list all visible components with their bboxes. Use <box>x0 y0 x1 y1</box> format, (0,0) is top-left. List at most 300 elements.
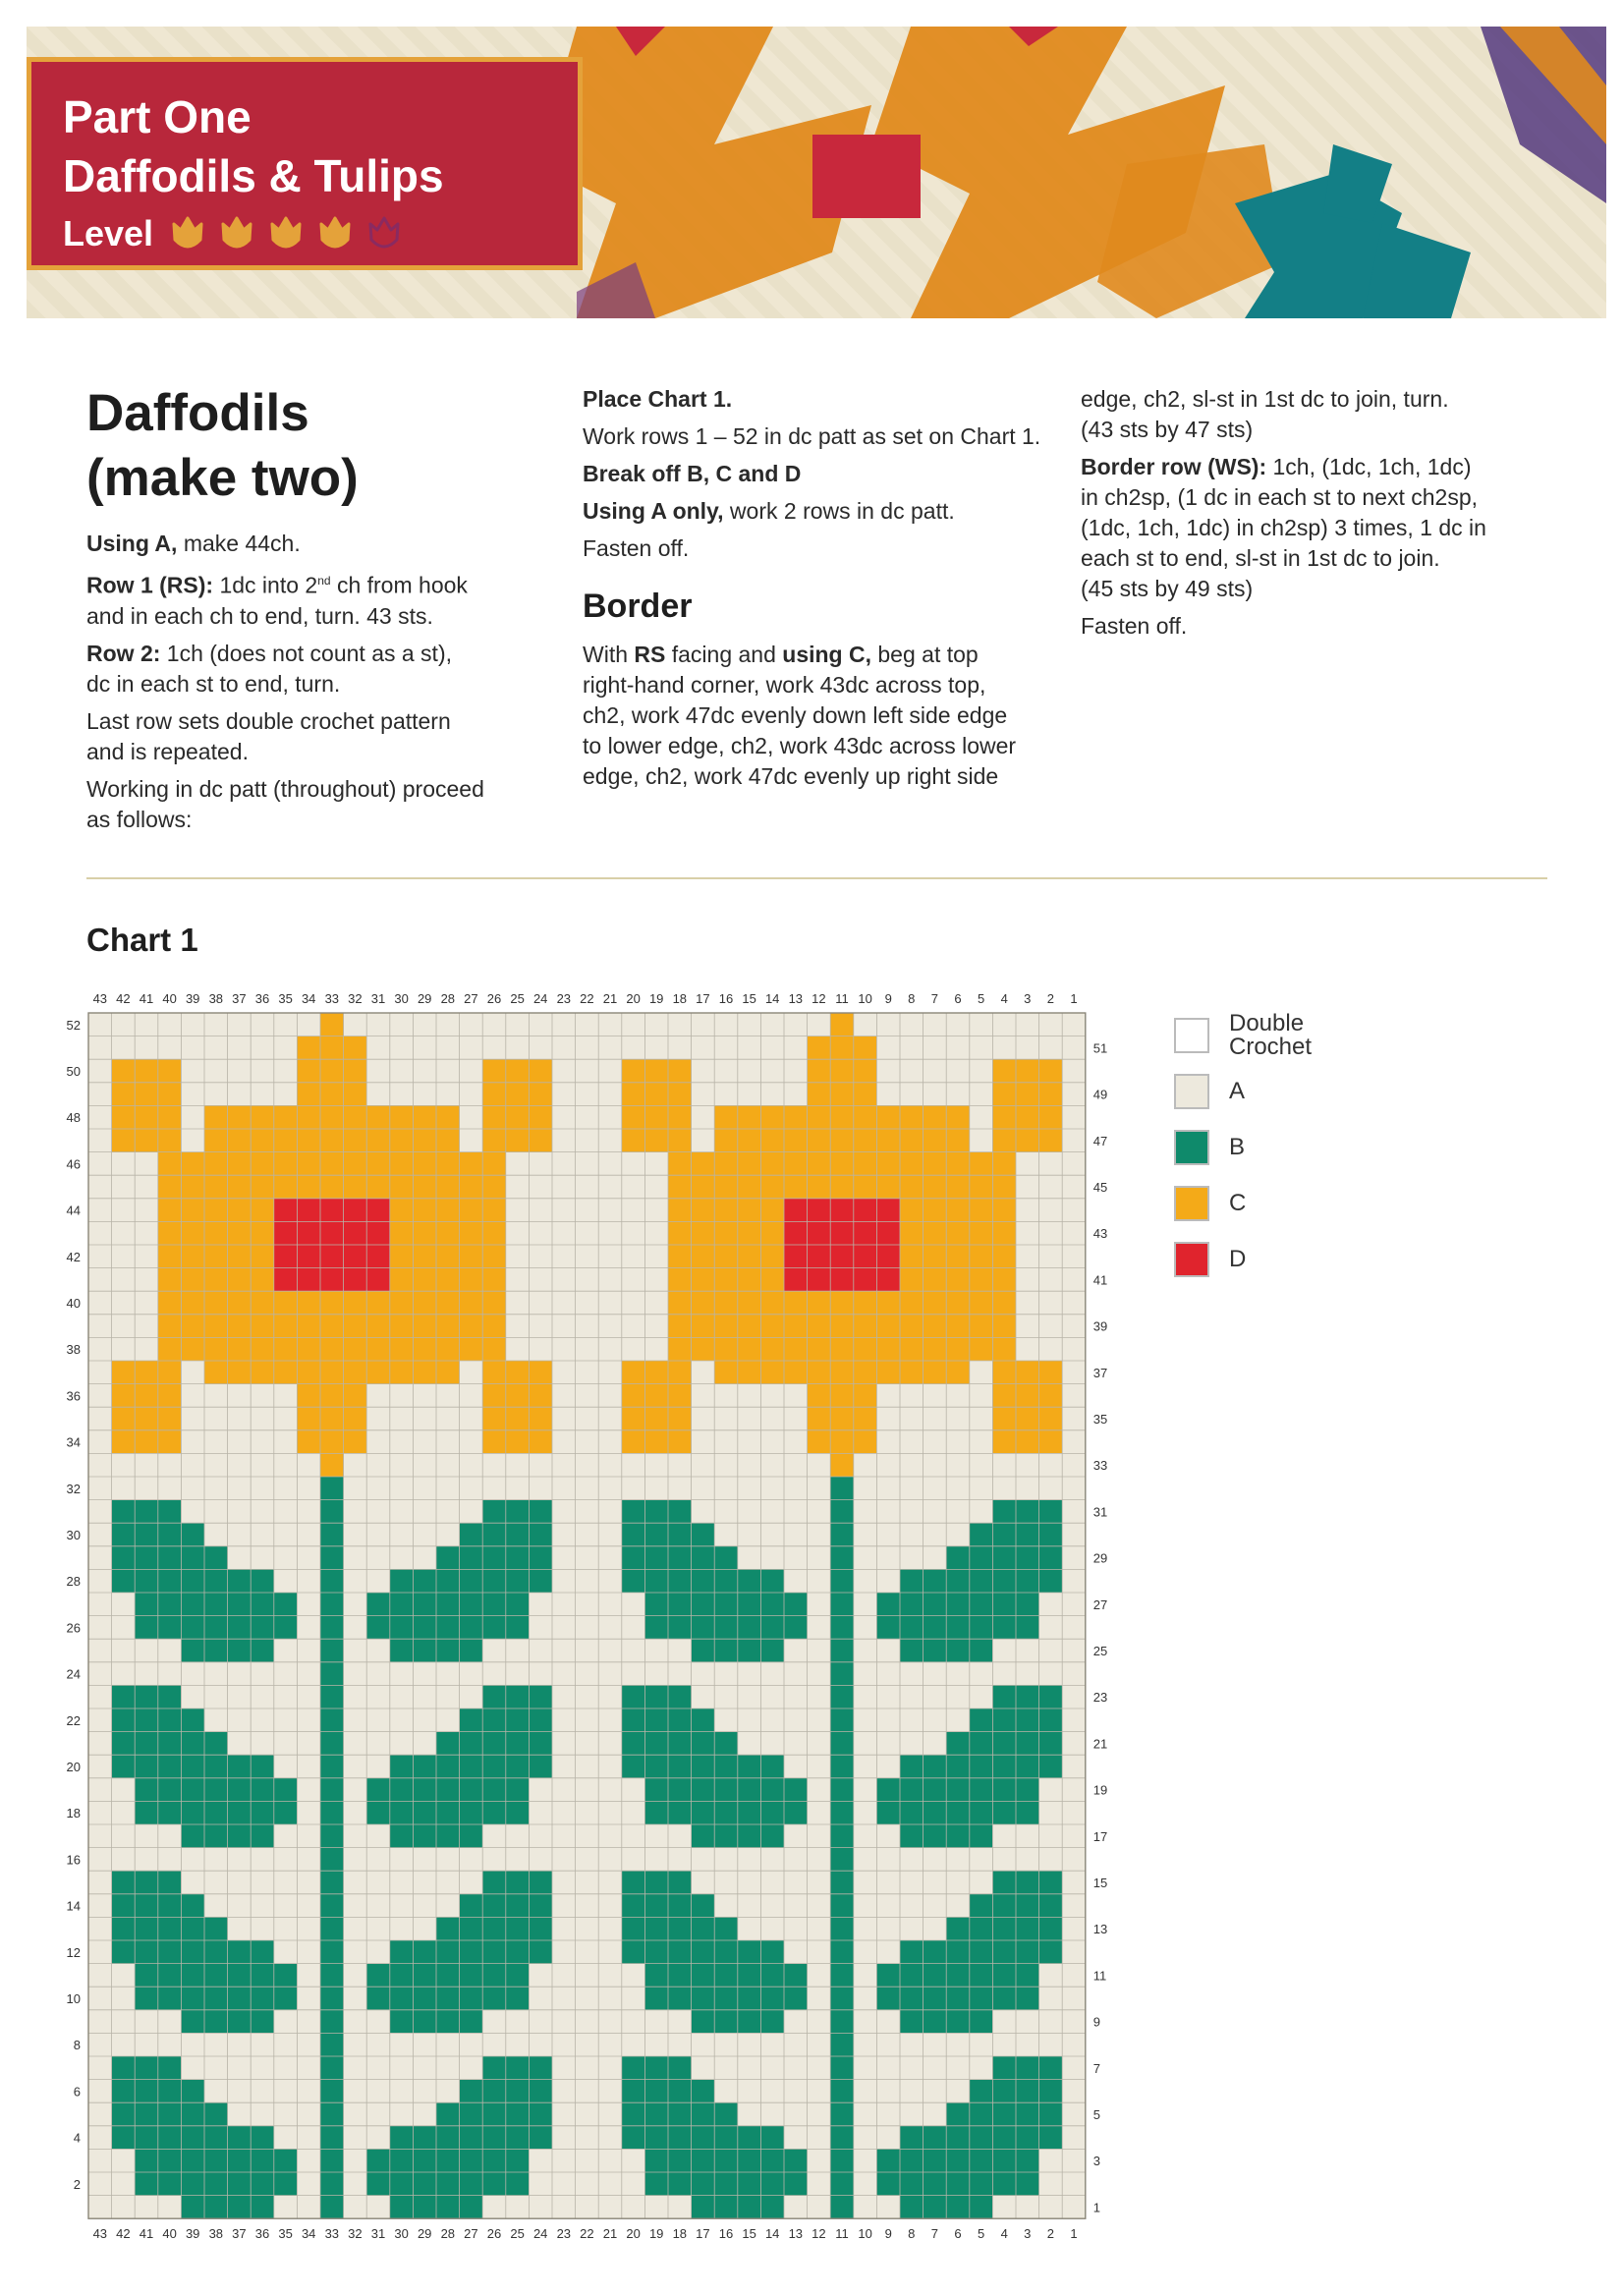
column-label-bottom: 32 <box>348 2226 363 2242</box>
chart-cell <box>644 1337 668 1361</box>
column-label-top: 12 <box>812 991 826 1006</box>
chart-cell <box>181 1337 204 1361</box>
chart-cell <box>204 1361 228 1384</box>
chart-cell <box>946 1291 970 1315</box>
chart-cell <box>344 1221 367 1245</box>
chart-cell <box>320 1036 344 1060</box>
chart-cell <box>529 2080 552 2103</box>
chart-cell <box>366 1152 390 1176</box>
chart-cell <box>854 1291 877 1315</box>
chart-cell <box>529 1616 552 1640</box>
chart-cell <box>714 1036 738 1060</box>
row-label-left: 34 <box>66 1434 81 1450</box>
chart-cell <box>366 1662 390 1686</box>
chart-cell <box>297 1105 320 1129</box>
chart-cell <box>854 1824 877 1848</box>
chart-cell <box>228 1964 252 1988</box>
chart-cell <box>992 1569 1016 1593</box>
chart-cell <box>1016 2033 1039 2056</box>
chart-cell <box>228 1801 252 1824</box>
chart-cell <box>181 1824 204 1848</box>
chart-cell <box>830 1152 854 1176</box>
chart-cell <box>622 2033 645 2056</box>
chart-cell <box>1016 1917 1039 1940</box>
chart-cell <box>644 1824 668 1848</box>
chart-cell <box>460 1105 483 1129</box>
chart-cell <box>552 1708 576 1732</box>
chart-cell <box>344 1801 367 1824</box>
chart-cell <box>552 1199 576 1222</box>
chart-cell <box>576 1083 599 1106</box>
chart-cell <box>854 1639 877 1662</box>
chart-cell <box>204 1407 228 1430</box>
chart-cell <box>344 1593 367 1616</box>
chart-cell <box>784 1291 808 1315</box>
chart-cell <box>158 2102 182 2126</box>
chart-cell <box>854 1755 877 1778</box>
chart-cell <box>390 1662 414 1686</box>
chart-cell <box>738 1477 761 1500</box>
legend-swatch <box>1174 1242 1209 1277</box>
chart-cell <box>390 1384 414 1408</box>
chart-cell <box>436 1848 460 1872</box>
chart-cell <box>970 1059 993 1083</box>
chart-cell <box>598 1685 622 1708</box>
chart-cell <box>1039 1940 1063 1964</box>
row-label-left: 40 <box>66 1296 81 1311</box>
chart-cell <box>1039 1801 1063 1824</box>
column-label-top: 43 <box>92 991 108 1006</box>
chart-cell <box>970 1337 993 1361</box>
chart-cell <box>88 1268 112 1292</box>
chart-cell <box>88 1477 112 1500</box>
chart-cell <box>923 1059 947 1083</box>
chart-cell <box>1016 1500 1039 1524</box>
chart-cell <box>506 1546 530 1570</box>
instruction-work-rows: Work rows 1 – 52 in dc patt as set on Chart 1. <box>583 423 1041 449</box>
chart-cell <box>854 2196 877 2219</box>
chart-cell <box>644 1245 668 1268</box>
chart-cell <box>506 1871 530 1894</box>
chart-cell <box>251 1616 274 1640</box>
chart-cell <box>112 1430 136 1454</box>
chart-cell <box>390 1523 414 1546</box>
chart-cell <box>1016 1245 1039 1268</box>
chart-cell <box>112 1708 136 1732</box>
tulip-filled-icon <box>318 214 352 253</box>
chart-cell <box>181 1732 204 1756</box>
chart-cell <box>529 1964 552 1988</box>
chart-cell <box>344 1291 367 1315</box>
row-label-right: 15 <box>1092 1876 1108 1890</box>
chart-cell <box>738 2080 761 2103</box>
chart-cell <box>738 2056 761 2080</box>
chart-cell <box>946 1708 970 1732</box>
chart-cell <box>808 1500 831 1524</box>
chart-cell <box>436 1964 460 1988</box>
chart-cell <box>251 1013 274 1036</box>
chart-cell <box>876 1708 900 1732</box>
chart-cell <box>576 1384 599 1408</box>
chart-cell <box>460 1315 483 1338</box>
chart-cell <box>181 1801 204 1824</box>
chart-cell <box>135 1708 158 1732</box>
chart-cell <box>1039 1964 1063 1988</box>
chart-cell <box>576 1871 599 1894</box>
chart-cell <box>854 1477 877 1500</box>
chart-cell <box>808 2149 831 2172</box>
chart-cell <box>204 1871 228 1894</box>
chart-cell <box>1016 1059 1039 1083</box>
chart-cell <box>830 1662 854 1686</box>
chart-cell <box>946 1848 970 1872</box>
chart-cell <box>204 1291 228 1315</box>
chart-cell <box>992 2102 1016 2126</box>
chart-cell <box>366 2033 390 2056</box>
chart-cell <box>413 1987 436 2010</box>
chart-cell <box>668 1917 692 1940</box>
chart-cell <box>506 1013 530 1036</box>
chart-cell <box>204 1801 228 1824</box>
chart-cell <box>946 2033 970 2056</box>
chart-cell <box>112 1268 136 1292</box>
chart-cell <box>992 1824 1016 1848</box>
chart-cell <box>460 1175 483 1199</box>
chart-cell <box>854 2056 877 2080</box>
row-label-right: 5 <box>1092 2107 1101 2122</box>
chart-cell <box>923 1616 947 1640</box>
chart-cell <box>344 1105 367 1129</box>
chart-cell <box>552 2080 576 2103</box>
chart-cell <box>135 1083 158 1106</box>
chart-cell <box>482 2056 506 2080</box>
chart-cell <box>830 2172 854 2196</box>
chart-cell <box>251 2056 274 2080</box>
chart-cell <box>1039 1129 1063 1152</box>
chart-cell <box>228 1824 252 1848</box>
chart-cell <box>738 1569 761 1593</box>
chart-cell <box>622 1824 645 1848</box>
legend-label: D <box>1229 1245 1247 1272</box>
chart-cell <box>923 2080 947 2103</box>
chart-cell <box>576 1315 599 1338</box>
chart-cell <box>714 1268 738 1292</box>
chart-cell <box>668 1964 692 1988</box>
chart-cell <box>506 2033 530 2056</box>
chart-cell <box>830 2080 854 2103</box>
chart-cell <box>992 1894 1016 1918</box>
chart-cell <box>876 1616 900 1640</box>
chart-cell <box>135 2149 158 2172</box>
chart-cell <box>622 2172 645 2196</box>
chart-cell <box>784 1152 808 1176</box>
chart-cell <box>900 1732 923 1756</box>
chart-cell <box>598 1546 622 1570</box>
chart-cell <box>158 1384 182 1408</box>
chart-cell <box>228 1546 252 1570</box>
instruction-using-a: Using A only, work 2 rows in dc patt. <box>583 498 955 524</box>
chart-cell <box>900 1221 923 1245</box>
chart-cell <box>854 1732 877 1756</box>
chart-cell <box>876 1268 900 1292</box>
chart-cell <box>760 2172 784 2196</box>
chart-cell <box>274 1129 298 1152</box>
chart-cell <box>876 1036 900 1060</box>
chart-cell <box>274 1245 298 1268</box>
chart-cell <box>970 1199 993 1222</box>
chart-cell <box>506 1083 530 1106</box>
chart-cell <box>482 1337 506 1361</box>
chart-cell <box>1016 2056 1039 2080</box>
part-title-box <box>27 57 583 270</box>
chart-cell <box>598 1036 622 1060</box>
chart-cell <box>228 2196 252 2219</box>
column-label-top: 4 <box>1000 991 1008 1006</box>
chart-cell <box>344 2149 367 2172</box>
chart-cell <box>135 1685 158 1708</box>
chart-cell <box>598 1801 622 1824</box>
chart-cell <box>738 1013 761 1036</box>
chart-cell <box>576 1940 599 1964</box>
chart-cell <box>1039 1384 1063 1408</box>
chart-cell <box>158 1361 182 1384</box>
column-label-bottom: 41 <box>139 2226 154 2242</box>
chart-cell <box>622 1083 645 1106</box>
chart-cell <box>970 1755 993 1778</box>
chart-cell <box>529 1778 552 1802</box>
chart-cell <box>900 1778 923 1802</box>
chart-cell <box>204 2126 228 2150</box>
chart-cell <box>622 1964 645 1988</box>
chart-cell <box>181 1917 204 1940</box>
chart-cell <box>436 2033 460 2056</box>
chart-cell <box>506 2056 530 2080</box>
chart-cell <box>1062 1546 1086 1570</box>
row-label-left: 26 <box>66 1620 81 1636</box>
chart-cell <box>482 1291 506 1315</box>
row-label-right: 31 <box>1092 1504 1108 1520</box>
chart-cell <box>668 1268 692 1292</box>
chart-cell <box>506 1337 530 1361</box>
level-rating-icons <box>171 214 417 253</box>
chart-cell <box>692 1685 715 1708</box>
chart-cell <box>181 1662 204 1686</box>
chart-cell <box>1062 1871 1086 1894</box>
chart-cell <box>598 1013 622 1036</box>
chart-cell <box>413 2196 436 2219</box>
chart-cell <box>808 2126 831 2150</box>
chart-cell <box>808 1152 831 1176</box>
chart-cell <box>738 1407 761 1430</box>
chart-cell <box>413 1361 436 1384</box>
chart-cell <box>900 2149 923 2172</box>
chart-cell <box>344 1662 367 1686</box>
chart-cell <box>1039 1245 1063 1268</box>
chart-cell <box>436 2149 460 2172</box>
chart-cell <box>413 1593 436 1616</box>
chart-cell <box>1039 1199 1063 1222</box>
chart-cell <box>1062 2056 1086 2080</box>
chart-cell <box>830 1523 854 1546</box>
column-label-bottom: 25 <box>510 2226 525 2242</box>
chart-cell <box>598 1616 622 1640</box>
chart-cell <box>668 1523 692 1546</box>
chart-cell <box>251 2149 274 2172</box>
instruction-row-2: Row 2: 1ch (does not count as a st), dc in each st to end, turn. <box>86 640 452 697</box>
chart-cell <box>1039 1917 1063 1940</box>
chart-cell <box>644 1685 668 1708</box>
chart-cell <box>88 2149 112 2172</box>
chart-cell <box>112 1477 136 1500</box>
chart-cell <box>506 2126 530 2150</box>
chart-cell <box>529 1755 552 1778</box>
column-label-bottom: 33 <box>324 2226 340 2242</box>
chart-cell <box>506 1778 530 1802</box>
chart-cell <box>598 1245 622 1268</box>
chart-cell <box>436 1291 460 1315</box>
chart-cell <box>413 1894 436 1918</box>
chart-cell <box>274 1801 298 1824</box>
chart-cell <box>576 1662 599 1686</box>
chart-cell <box>760 2010 784 2034</box>
chart-cell <box>992 1755 1016 1778</box>
chart-cell <box>436 1871 460 1894</box>
chart-cell <box>460 1337 483 1361</box>
chart-cell <box>320 1175 344 1199</box>
chart-cell <box>714 2149 738 2172</box>
chart-cell <box>413 1268 436 1292</box>
chart-cell <box>622 1384 645 1408</box>
chart-cell <box>876 1801 900 1824</box>
legend-label: C <box>1229 1189 1247 1216</box>
chart-cell <box>622 2102 645 2126</box>
chart-cell <box>923 1361 947 1384</box>
chart-cell <box>830 1199 854 1222</box>
chart-cell <box>482 1848 506 1872</box>
chart-cell <box>668 1315 692 1338</box>
chart-cell <box>158 1477 182 1500</box>
chart-cell <box>900 2033 923 2056</box>
chart-cell <box>923 2172 947 2196</box>
chart-cell <box>808 2010 831 2034</box>
chart-cell <box>692 1755 715 1778</box>
instruction-proceed: Working in dc patt (throughout) proceed as follows: <box>86 775 484 832</box>
chart-cell <box>228 1500 252 1524</box>
chart-cell <box>876 1083 900 1106</box>
chart-cell <box>760 1940 784 1964</box>
chart-cell <box>576 1824 599 1848</box>
chart-cell <box>228 1685 252 1708</box>
chart-cell <box>1016 2010 1039 2034</box>
chart-cell <box>297 1593 320 1616</box>
chart-cell <box>112 1013 136 1036</box>
chart-cell <box>900 1616 923 1640</box>
chart-cell <box>854 1453 877 1477</box>
chart-cell <box>738 1778 761 1802</box>
chart-cell <box>251 1245 274 1268</box>
chart-cell <box>946 1083 970 1106</box>
chart-cell <box>297 1407 320 1430</box>
chart-cell <box>228 1013 252 1036</box>
chart-cell <box>529 1430 552 1454</box>
chart-cell <box>204 1105 228 1129</box>
chart-cell <box>88 1871 112 1894</box>
chart-cell <box>1062 1175 1086 1199</box>
column-label-bottom: 37 <box>232 2226 247 2242</box>
row-label-right: 39 <box>1092 1318 1108 1334</box>
chart-cell <box>644 1639 668 1662</box>
chart-cell <box>876 1059 900 1083</box>
chart-cell <box>1016 1083 1039 1106</box>
chart-cell <box>506 1152 530 1176</box>
chart-cell <box>135 1871 158 1894</box>
chart-cell <box>460 1221 483 1245</box>
chart-cell <box>900 1964 923 1988</box>
instruction-start: Using A, make 44ch. <box>86 531 301 556</box>
chart-cell <box>297 1337 320 1361</box>
chart-cell <box>808 1430 831 1454</box>
chart-cell <box>460 2149 483 2172</box>
column-label-top: 23 <box>556 991 572 1006</box>
chart-cell <box>668 1732 692 1756</box>
column-label-bottom: 30 <box>394 2226 409 2242</box>
chart-cell <box>552 1569 576 1593</box>
chart-cell <box>366 1361 390 1384</box>
chart-cell <box>135 1500 158 1524</box>
chart-cell <box>992 1662 1016 1686</box>
chart-cell <box>320 1221 344 1245</box>
chart-cell <box>366 1315 390 1338</box>
chart-cell <box>923 2126 947 2150</box>
chart-cell <box>436 1430 460 1454</box>
chart-cell <box>923 2033 947 2056</box>
chart-cell <box>135 1105 158 1129</box>
chart-cell <box>1039 1523 1063 1546</box>
chart-cell <box>760 1059 784 1083</box>
chart-cell <box>112 1315 136 1338</box>
chart-cell <box>413 1778 436 1802</box>
chart-cell <box>576 1059 599 1083</box>
chart-cell <box>923 1801 947 1824</box>
chart-cell <box>112 1662 136 1686</box>
chart-cell <box>738 2172 761 2196</box>
chart-cell <box>552 1616 576 1640</box>
chart-cell <box>714 1105 738 1129</box>
chart-cell <box>1062 1662 1086 1686</box>
chart-cell <box>1039 1105 1063 1129</box>
chart-cell <box>900 1708 923 1732</box>
chart-cell <box>970 2010 993 2034</box>
row-label-right: 37 <box>1092 1365 1108 1380</box>
chart-cell <box>760 1199 784 1222</box>
chart-cell <box>784 1940 808 1964</box>
chart-cell <box>876 1662 900 1686</box>
chart-cell <box>900 1337 923 1361</box>
row-label-left: 48 <box>66 1110 81 1126</box>
chart-cell <box>900 1500 923 1524</box>
chart-cell <box>576 1778 599 1802</box>
chart-cell <box>1039 1593 1063 1616</box>
chart-cell <box>135 1987 158 2010</box>
chart-cell <box>854 2010 877 2034</box>
column-label-bottom: 38 <box>208 2226 224 2242</box>
chart-cell <box>460 1523 483 1546</box>
chart-cell <box>482 1013 506 1036</box>
chart-cell <box>668 2196 692 2219</box>
chart-cell <box>228 1361 252 1384</box>
chart-cell <box>297 1569 320 1593</box>
chart-cell <box>692 1036 715 1060</box>
